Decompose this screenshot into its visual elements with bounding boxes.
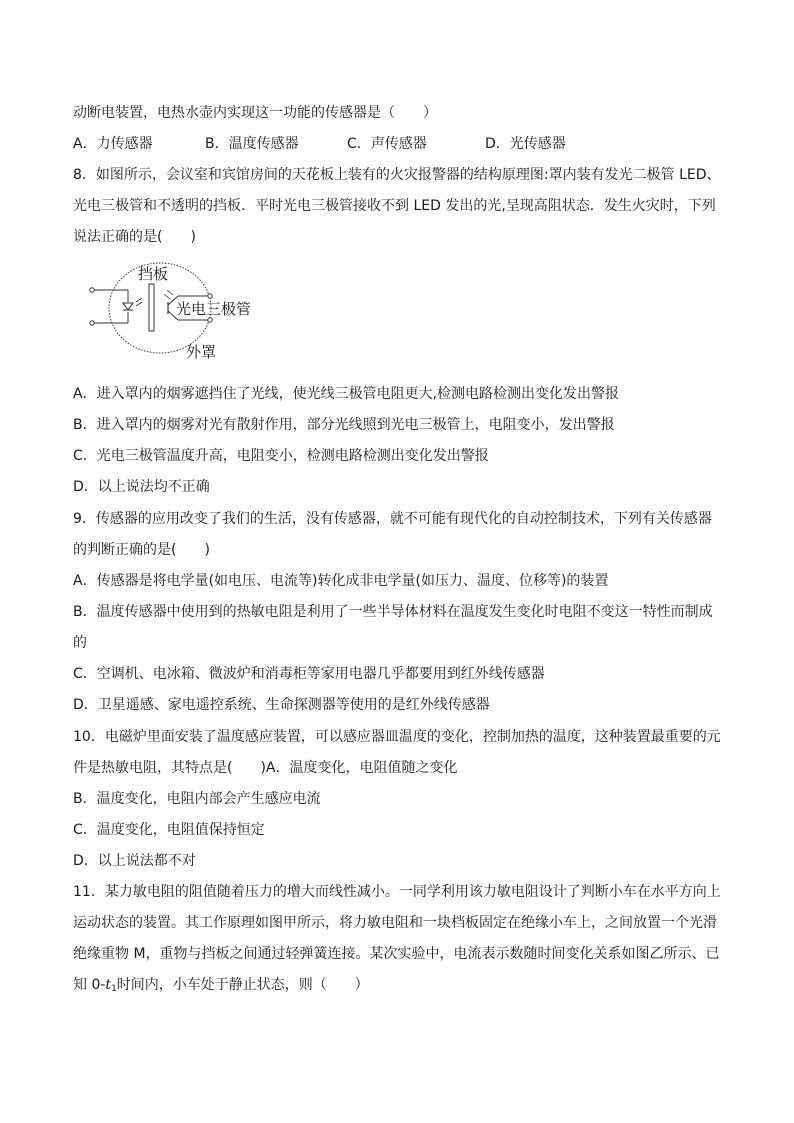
- q7-option-b: B．温度传感器: [205, 136, 299, 152]
- q7-option-a: A．力传感器: [73, 136, 153, 152]
- q11-time-variable: t: [105, 977, 112, 993]
- question-11-stem-line-3: 绝缘重物 M，重物与挡板之间通过轻弹簧连接。某次实验中，电流表示数随时间变化关系如图乙所示、已: [73, 946, 720, 962]
- question-7-stem-tail: 动断电装置，电热水壶内实现这一功能的传感器是（ ）: [73, 105, 437, 121]
- q11-text-pre: 知 0-: [73, 977, 106, 993]
- q7-option-d: D．光传感器: [485, 136, 566, 152]
- label-baffle: 挡板: [138, 265, 169, 283]
- question-9-stem-line-1: 9．传感器的应用改变了我们的生活，没有传感器，就不可能有现代化的自动控制技术，下列有关传感器: [73, 511, 712, 527]
- led-symbol-icon: [123, 298, 142, 310]
- question-11-stem-line-1: 11．某力敏电阻的阻值随着压力的增大而线性减小。一同学利用该力敏电阻设计了判断小车在水平方向上: [73, 884, 721, 900]
- q9-option-b-line-1: B．温度传感器中使用到的热敏电阻是利用了一些半导体材料在温度发生变化时电阻不变这一特性而制成: [73, 604, 713, 620]
- question-9-stem-line-2: 的判断正确的是( ): [73, 542, 210, 558]
- question-11-stem-line-2: 运动状态的装置。其工作原理如图甲所示，将力敏电阻和一块档板固定在绝缘小车上，之间放置一个光滑: [73, 915, 717, 931]
- q8-option-c: C．光电三极管温度升高，电阻变小，检测电路检测出变化发出警报: [73, 448, 489, 464]
- q7-option-c: C．声传感器: [347, 136, 427, 152]
- fire-alarm-diagram: [88, 262, 278, 362]
- question-10-stem-line-1: 10．电磁炉里面安装了温度感应装置，可以感应器皿温度的变化，控制加热的温度，这种装置最重要的元: [73, 729, 721, 745]
- q10-option-d: D．以上说法都不对: [73, 853, 196, 869]
- left-terminal-top: [90, 288, 94, 292]
- question-8-stem-line-1: 8．如图所示，会议室和宾馆房间的天花板上装有的火灾报警器的结构原理图:罩内装有发光二极管 LED、: [73, 167, 721, 183]
- q9-option-d: D．卫星遥感、家电遥控系统、生命探测器等使用的是红外线传感器: [73, 697, 490, 713]
- light-arrows-icon: [164, 290, 173, 299]
- q9-option-a: A．传感器是将电学量(如电压、电流等)转化成非电学量(如压力、温度、位移等)的装置: [73, 573, 609, 589]
- baffle-plate: [149, 284, 154, 331]
- question-8-stem-line-2: 光电三极管和不透明的挡板．平时光电三极管接收不到 LED 发出的光,呈现高阻状态．发生火灾时，下列: [73, 198, 716, 214]
- question-10-stem-line-2: 件是热敏电阻，其特点是( )A．温度变化，电阻值随之变化: [73, 760, 458, 776]
- question-11-stem-line-4: [73, 976, 369, 998]
- q8-option-a: A．进入罩内的烟雾遮挡住了光线，使光线三极管电阻更大,检测电路检测出变化发出警报: [73, 386, 620, 402]
- right-terminal-top: [208, 294, 212, 298]
- q8-option-b: B．进入罩内的烟雾对光有散射作用，部分光线照到光电三极管上，电阻变小，发出警报: [73, 417, 615, 433]
- right-terminal-bottom: [208, 318, 212, 322]
- q10-option-c: C．温度变化，电阻值保持恒定: [73, 822, 265, 838]
- q10-option-b: B．温度变化，电阻内部会产生感应电流: [73, 791, 321, 807]
- q9-option-b-line-2: 的: [73, 635, 87, 651]
- label-cover: 外罩: [186, 343, 217, 361]
- question-8-stem-line-3: 说法正确的是( ): [73, 229, 196, 245]
- q11-text-post: 时间内，小车处于静止状态，则（ ）: [116, 977, 369, 993]
- q9-option-c: C．空调机、电冰箱、微波炉和消毒柜等家用电器几乎都要用到红外线传感器: [73, 666, 545, 682]
- label-phototransistor: 光电三极管: [176, 300, 252, 318]
- q11-time-subscript: 1: [111, 984, 117, 994]
- left-terminal-bottom: [90, 321, 94, 325]
- q8-option-d: D．以上说法均不正确: [73, 479, 210, 495]
